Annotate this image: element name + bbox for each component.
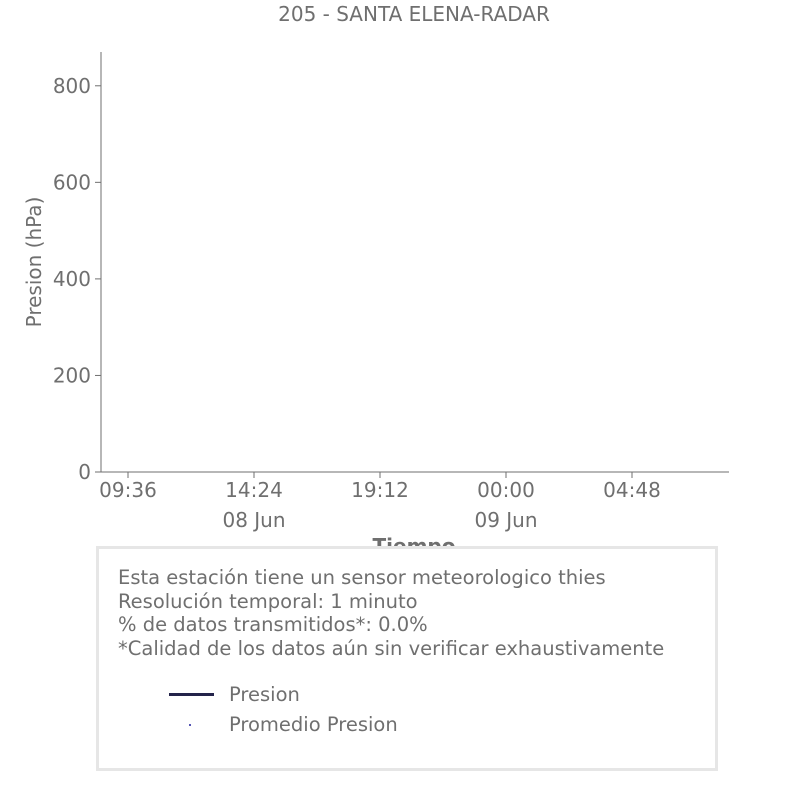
temporal-resolution-text: Resolución temporal: 1 minuto	[118, 589, 418, 613]
x-tick-label: 14:24	[225, 478, 283, 502]
x-date-label: 09 Jun	[474, 508, 538, 532]
y-tick-label: 600	[52, 170, 91, 195]
data-transmitted-text: % de datos transmitidos*: 0.0%	[118, 613, 428, 636]
y-tick-label: 800	[52, 73, 91, 98]
x-tick-label: 00:00	[477, 478, 535, 502]
legend-label-presion: Presion	[229, 683, 300, 706]
promedio-dot-icon	[189, 724, 191, 726]
x-tick-label: 04:48	[603, 478, 661, 502]
legend-dot-swatch	[169, 710, 215, 740]
station-info-box	[96, 546, 718, 771]
station-info-lines	[118, 566, 664, 660]
y-tick-group	[53, 74, 101, 484]
x-tick-group	[99, 472, 661, 502]
y-tick-label: 200	[52, 363, 91, 388]
y-axis-label: Presion (hPa)	[22, 196, 46, 328]
legend-label-promedio-presion: Promedio Presion	[229, 713, 398, 736]
legend-line-swatch	[169, 680, 215, 710]
y-tick-label: 400	[52, 266, 91, 291]
station-sensor-text: Esta estación tiene un sensor meteorologico thies	[118, 566, 606, 589]
presion-line-icon	[169, 693, 214, 696]
x-date-label: 08 Jun	[222, 508, 286, 532]
y-tick-label: 0	[78, 460, 91, 484]
data-quality-note: *Calidad de los datos aún sin verificar exhaustivamente	[118, 636, 665, 660]
x-date-group	[222, 508, 537, 532]
x-tick-label: 19:12	[351, 478, 409, 502]
x-tick-label: 09:36	[99, 478, 157, 502]
chart-title: 205 - SANTA ELENA-RADAR	[278, 2, 550, 26]
